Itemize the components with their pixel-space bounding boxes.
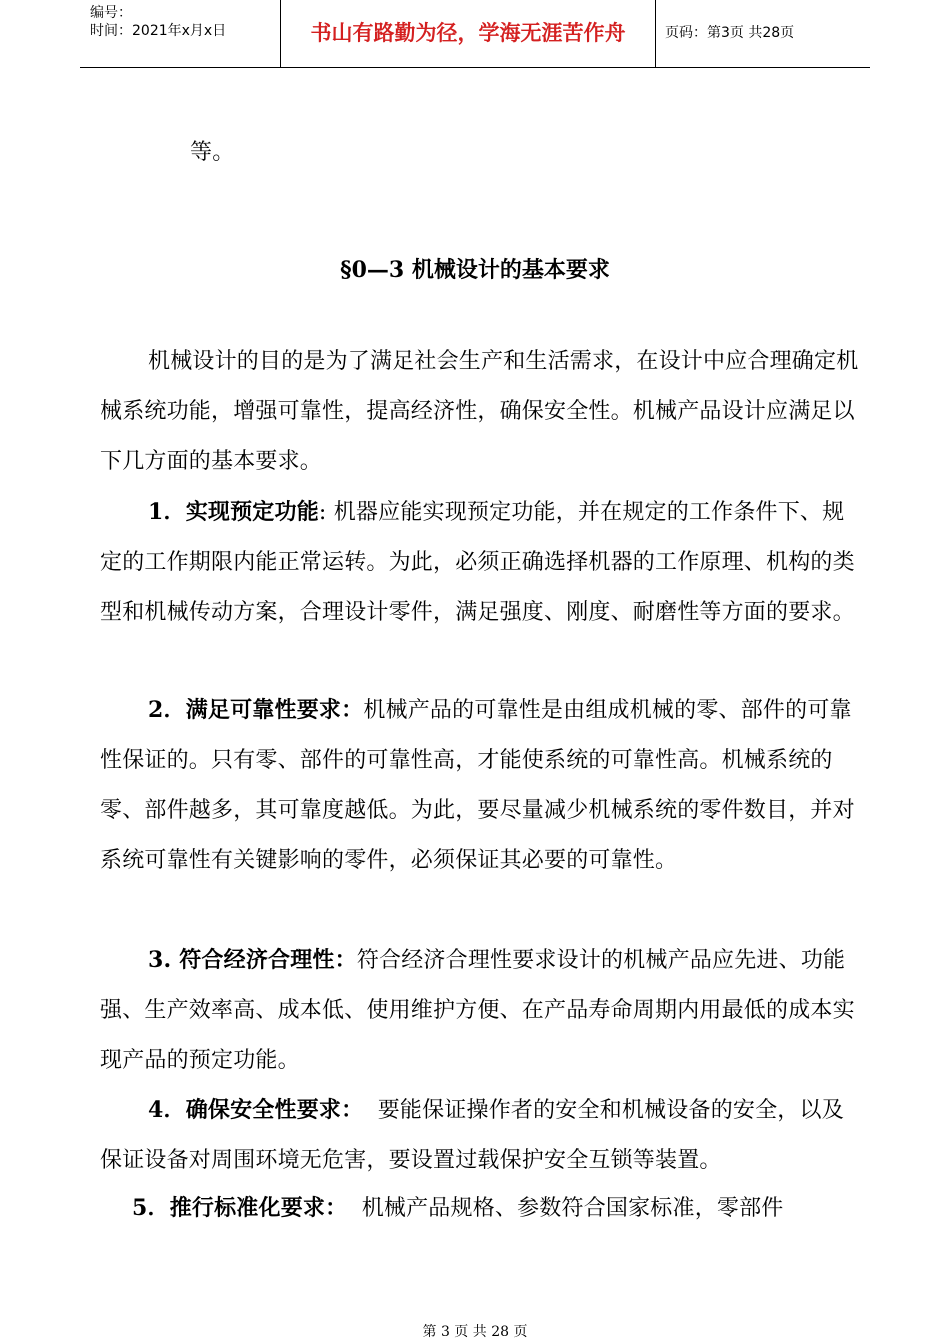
requirement-text: 要能保证操作者的安全和机械设备的安全，以及保证设备对周围环境无危害，要设置过载保护安全互锁等装置。 <box>100 1098 844 1173</box>
header-page-info: 页码：第3页 共28页 <box>665 25 795 41</box>
section-title: §0—3 机械设计的基本要求 <box>340 257 610 283</box>
page-footer: 第 3 页 共 28 页 <box>422 1324 528 1340</box>
requirement-text: : 机器应能实现预定功能，并在规定的工作条件下、规定的工作期限内能正常运转。为此，必须正确选择机器的工作原理、机构的类型和机械传动方案，合理设计零件，满足强度、刚度、耐磨性等方面的要求。 <box>100 500 855 625</box>
text-fragment: 等。 <box>190 140 235 165</box>
requirement-text: 机械产品规格、参数符合国家标准，零部件 <box>347 1196 784 1221</box>
requirement-item-4 <box>100 1085 860 1186</box>
requirement-item-2 <box>100 685 860 886</box>
header-motto: 书山有路勤为径，学海无涯苦作舟 <box>281 0 656 67</box>
requirement-label: 4．确保安全性要求： <box>148 1097 364 1123</box>
requirement-label: 3. 符合经济合理性： <box>148 947 357 973</box>
time-label: 时间：2021年x月x日 <box>90 23 227 39</box>
header-meta <box>80 0 281 67</box>
number-label: 编号： <box>90 5 132 21</box>
requirement-label: 2．满足可靠性要求： <box>148 697 364 723</box>
requirement-item-3 <box>100 935 860 1086</box>
requirement-item-5 <box>100 1183 860 1234</box>
requirement-label: 5．推行标准化要求： <box>132 1195 348 1221</box>
requirement-text: 符合经济合理性要求设计的机械产品应先进、功能强、生产效率高、成本低、使用维护方便、在产品寿命周期内用最低的成本实现产品的预定功能。 <box>100 948 855 1073</box>
intro-paragraph: 机械设计的目的是为了满足社会生产和生活需求，在设计中应合理确定机械系统功能，增强可靠性，提高经济性，确保安全性。机械产品设计应满足以下几方面的基本要求。 <box>100 349 859 474</box>
requirement-item-1 <box>100 487 860 638</box>
requirement-label: 1．实现预定功能 <box>148 499 319 525</box>
page-header <box>80 0 870 68</box>
requirement-text: 机械产品的可靠性是由组成机械的零、部件的可靠性保证的。只有零、部件的可靠性高，才能使系统的可靠性高。机械系统的零、部件越多，其可靠度越低。为此，要尽量减少机械系统的零件数目，并对系统可靠性有关键影响的零件，必须保证其必要的可靠性。 <box>100 698 855 873</box>
